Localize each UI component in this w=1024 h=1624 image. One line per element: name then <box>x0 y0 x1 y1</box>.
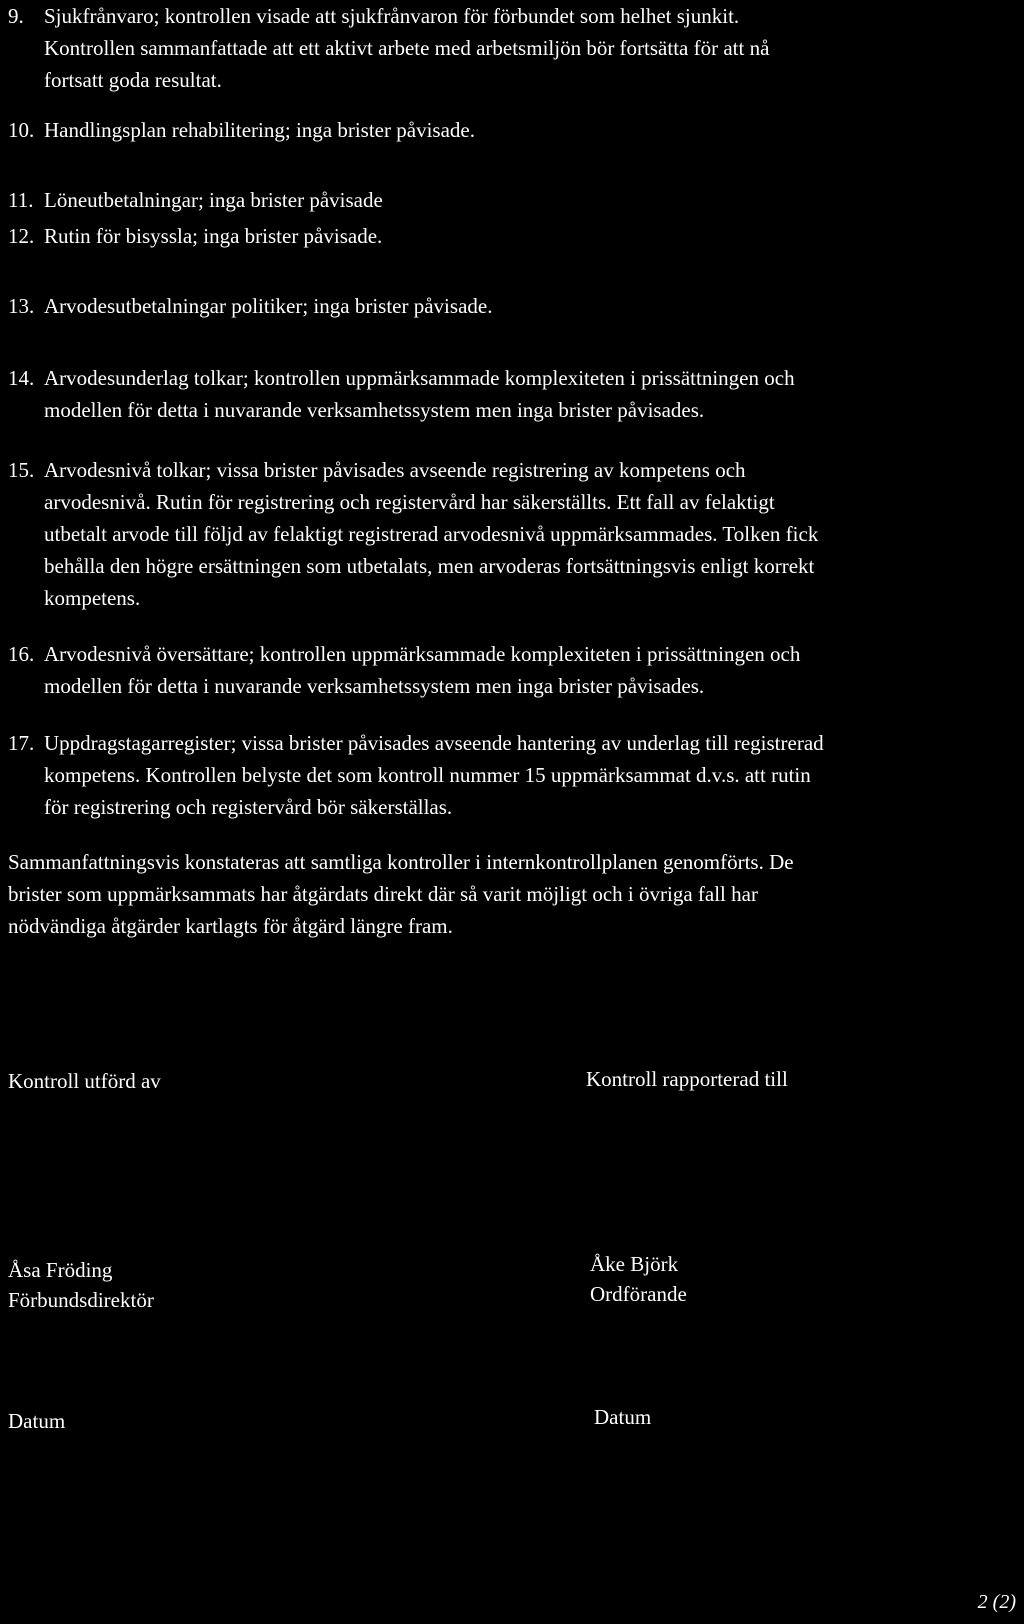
text-line: Arvodesnivå översättare; kontrollen uppmärksammade komplexiteten i prissättningen och <box>44 642 801 666</box>
text-line: Arvodesutbetalningar politiker; inga brister påvisade. <box>44 294 493 318</box>
text-line: kompetens. <box>44 586 141 610</box>
list-item-text <box>44 184 998 216</box>
list-item-text <box>44 290 998 322</box>
text-line: Sammanfattningsvis konstateras att samtliga kontroller i internkontrollplanen genomförts. De <box>8 850 794 874</box>
list-item-number: 9. <box>8 4 24 28</box>
list-item-text <box>44 727 998 823</box>
text-line: modellen för detta i nuvarande verksamhetssystem men inga brister påvisades. <box>44 674 705 698</box>
list-item-text <box>44 220 998 252</box>
list-item-text <box>44 454 998 614</box>
list-item-10 <box>8 114 998 146</box>
list-item-9 <box>8 0 998 96</box>
text-line: nödvändiga åtgärder kartlagts för åtgärd längre fram. <box>8 914 453 938</box>
list-item-number: 15. <box>8 458 35 482</box>
signature-left-role: Förbundsdirektör <box>8 1288 154 1312</box>
text-line: Rutin för bisyssla; inga brister påvisade. <box>44 224 383 248</box>
list-item-number: 13. <box>8 294 35 318</box>
text-line: fortsatt goda resultat. <box>44 68 222 92</box>
list-item-text <box>44 114 998 146</box>
page-number: 2 (2) <box>977 1591 1016 1613</box>
list-item-number: 17. <box>8 731 35 755</box>
text-line: Handlingsplan rehabilitering; inga brister påvisade. <box>44 118 475 142</box>
summary-paragraph <box>8 846 1008 942</box>
text-line: kompetens. Kontrollen belyste det som kontroll nummer 15 uppmärksammat d.v.s. att rutin <box>44 763 811 787</box>
text-line: Arvodesnivå tolkar; vissa brister påvisades avseende registrering av kompetens och <box>44 458 746 482</box>
list-item-text <box>44 362 998 426</box>
text-line: brister som uppmärksammats har åtgärdats direkt där så varit möjligt och i övriga fall har <box>8 882 758 906</box>
signature-right-role: Ordförande <box>590 1282 687 1306</box>
list-item-text <box>44 638 998 702</box>
text-line: Löneutbetalningar; inga brister påvisade <box>44 188 383 212</box>
list-item-13 <box>8 290 998 322</box>
list-item-11 <box>8 184 998 216</box>
list-item-14 <box>8 362 998 426</box>
list-item-number: 12. <box>8 224 35 248</box>
list-item-16 <box>8 638 998 702</box>
text-line: utbetalt arvode till följd av felaktigt registrerad arvodesnivå uppmärksammades. Tolken fick <box>44 522 819 546</box>
text-line: modellen för detta i nuvarande verksamhetssystem men inga brister påvisades. <box>44 398 705 422</box>
list-item-text <box>44 0 998 96</box>
list-item-number: 14. <box>8 366 35 390</box>
text-line: Arvodesunderlag tolkar; kontrollen uppmärksammade komplexiteten i prissättningen och <box>44 366 795 390</box>
text-line: behålla den högre ersättningen som utbetalats, men arvoderas fortsättningsvis enligt korrekt <box>44 554 815 578</box>
text-line: Sjukfrånvaro; kontrollen visade att sjukfrånvaron för förbundet som helhet sjunkit. <box>44 4 740 28</box>
signature-right-date-label: Datum <box>594 1405 652 1429</box>
list-item-number: 16. <box>8 642 35 666</box>
list-item-number: 11. <box>8 188 34 212</box>
text-line: arvodesnivå. Rutin för registrering och registervård har säkerställts. Ett fall av felaktigt <box>44 490 775 514</box>
text-line: Uppdragstagarregister; vissa brister påvisades avseende hantering av underlag till registrerad <box>44 731 824 755</box>
signature-left-name: Åsa Fröding <box>8 1258 113 1282</box>
signature-right-heading: Kontroll rapporterad till <box>586 1067 788 1091</box>
text-line: för registrering och registervård bör säkerställas. <box>44 795 453 819</box>
list-item-15 <box>8 454 998 614</box>
signature-right-name: Åke Björk <box>590 1252 679 1276</box>
list-item-17 <box>8 727 998 823</box>
signature-left-date-label: Datum <box>8 1409 66 1433</box>
list-item-number: 10. <box>8 118 35 142</box>
text-line: Kontrollen sammanfattade att ett aktivt arbete med arbetsmiljön bör fortsätta för att nå <box>44 36 770 60</box>
list-item-12 <box>8 220 998 252</box>
signature-left-heading: Kontroll utförd av <box>8 1069 161 1093</box>
